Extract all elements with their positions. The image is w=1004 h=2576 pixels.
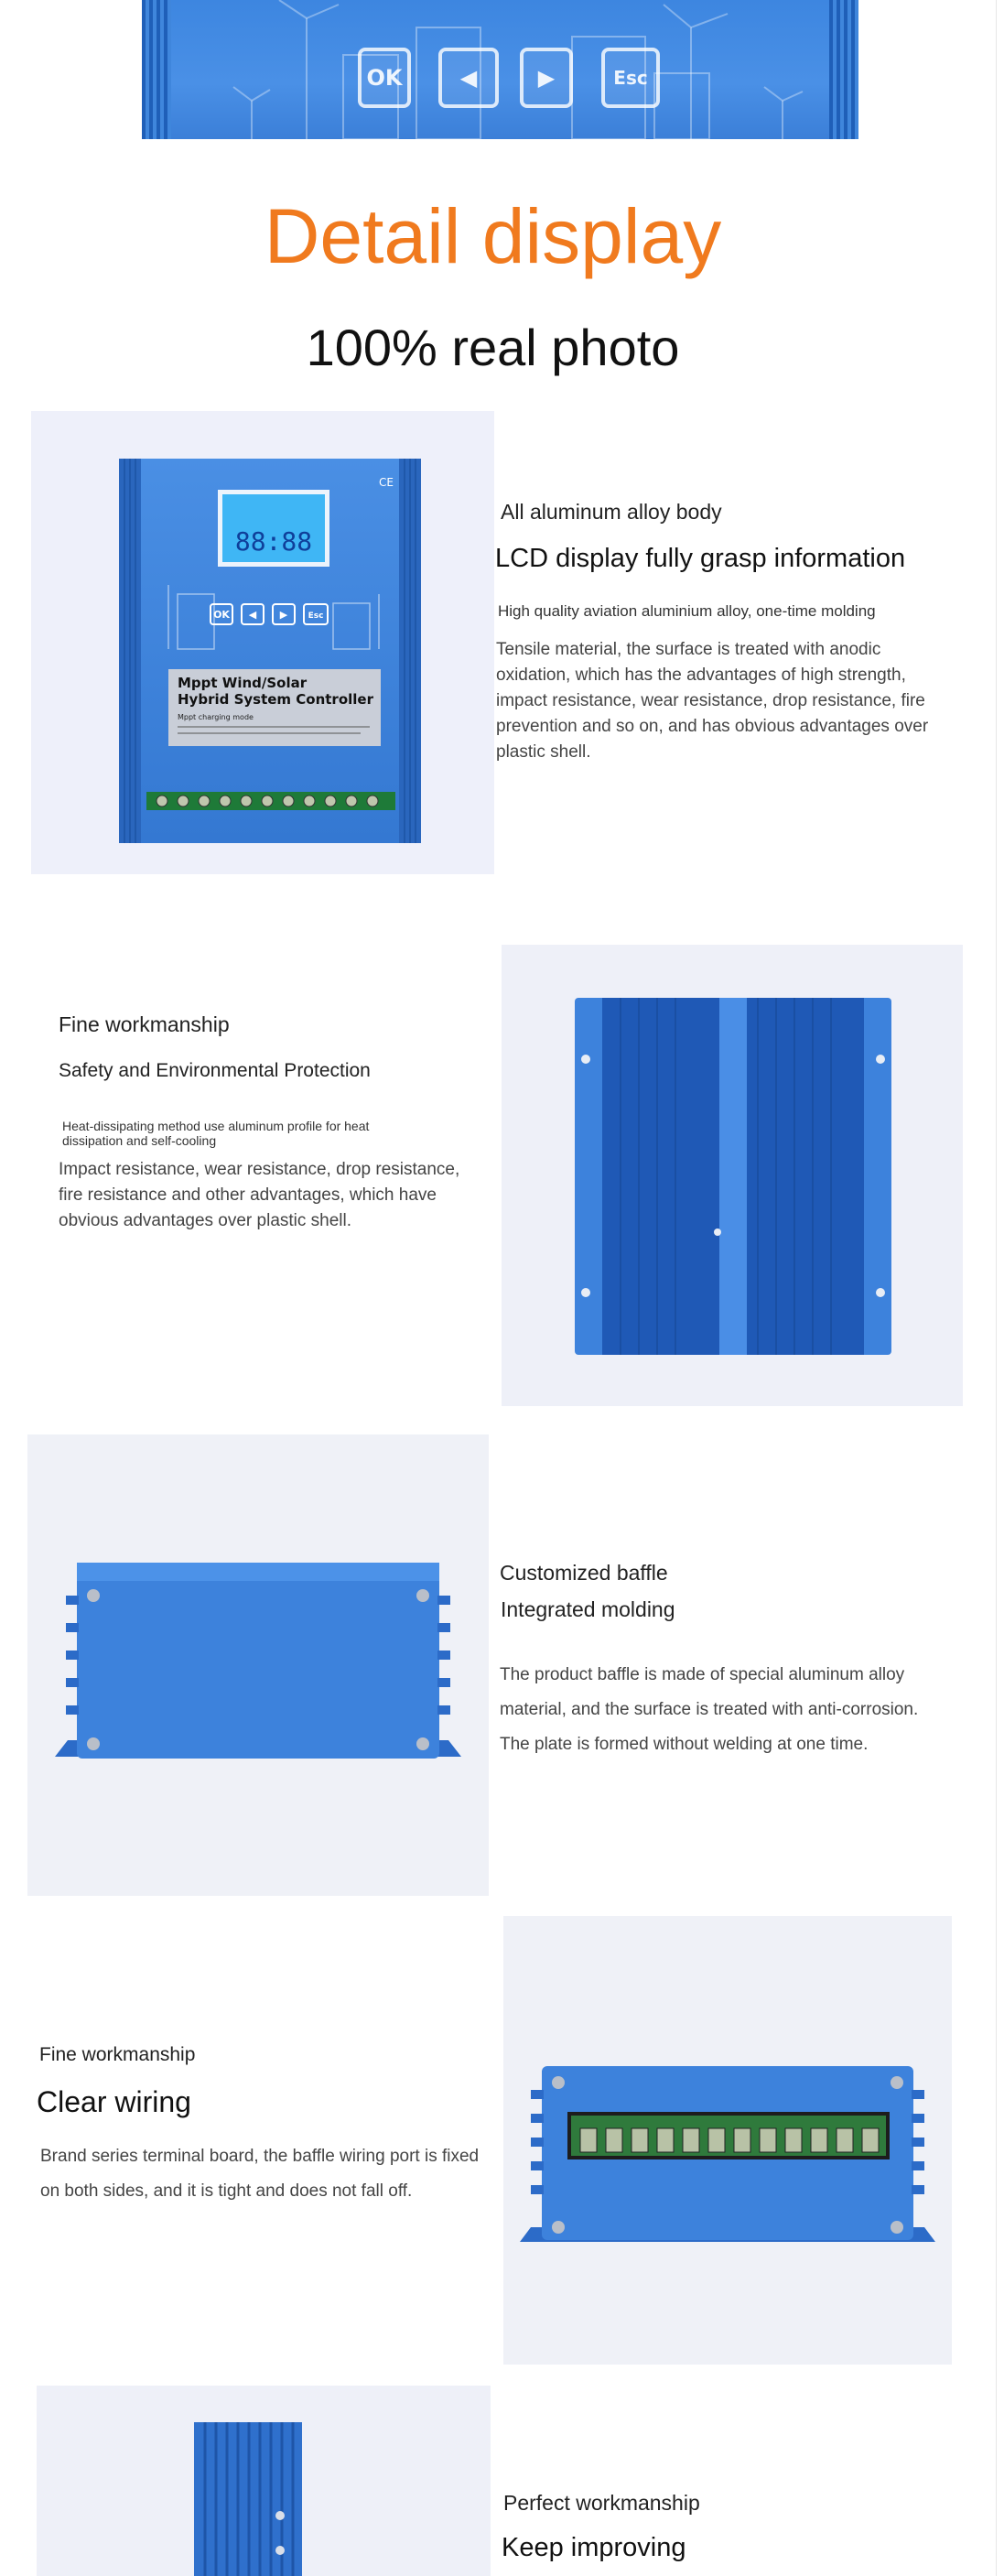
product-terminal-photo [503,1916,952,2365]
section4-body: Brand series terminal board, the baffle wiring port is fixed on both sides, and it is tight and does not fall off. [40,2147,480,2201]
product-terminal-drawing [503,1916,952,2365]
page-subtitle: 100% real photo [306,319,680,376]
section5-heading: Perfect workmanship [503,2491,700,2515]
product-back-photo [502,945,963,1406]
section2-body: Impact resistance, wear resistance, drop resistance, fire resistance and other advantages, which have obvious advantages over plastic shell. [59,1160,460,1230]
product-side-photo [27,1434,489,1896]
section3-heading: Customized baffle [500,1561,668,1585]
section4-subheading: Clear wiring [37,2085,191,2118]
lcd-digits: 88:88 [234,526,313,557]
section4-heading: Fine workmanship [39,2044,196,2065]
product-front-drawing [31,411,494,874]
section1-note: High quality aviation aluminium alloy, one-time molding [498,602,876,620]
section1-body: Tensile material, the surface is treated with anodic oxidation, which has the advantages of high strength, impact resistance, wear resistance, drop resistance, fire prevention and so on, and has obvious advantages over plastic shell. [496,640,929,762]
ce-mark: CE [379,476,394,489]
label-title-line2: Hybrid System Controller [178,691,373,708]
banner-esc-button: Esc [601,48,660,108]
section2-note: Heat-dissipating method use aluminum profile for heat dissipation and self-cooling [62,1119,370,1148]
product-side-drawing [27,1434,489,1896]
section3-body: The product baffle is made of special aluminum alloy material, and the surface is treated with anti-corrosion. The plate is formed without welding at one time. [500,1665,919,1754]
product-top-photo [37,2386,491,2576]
top-banner-image [142,0,858,139]
section2-subheading: Safety and Environmental Protection [59,1060,371,1081]
page-right-border [996,0,997,2576]
product-front-photo [31,411,494,874]
banner-line-art [142,0,858,139]
panel-right-button: ▶ [279,609,288,621]
section1-heading: All aluminum alloy body [501,500,722,524]
label-title-line1: Mppt Wind/Solar [178,675,308,691]
panel-esc-button: Esc [308,612,324,621]
product-back-drawing [502,945,963,1406]
product-top-drawing [37,2386,491,2576]
section3-subheading: Integrated molding [501,1597,675,1621]
section1-subheading: LCD display fully grasp information [495,544,906,573]
section2-heading: Fine workmanship [59,1012,230,1036]
section5-subheading: Keep improving [502,2533,686,2562]
panel-ok-button: OK [213,609,230,621]
panel-left-button: ◀ [248,609,257,621]
label-note: Mppt charging mode [178,713,254,721]
banner-ok-button: OK [358,48,411,108]
page-title: Detail display [264,193,722,279]
banner-right-button: ▶ [520,48,573,108]
banner-left-button: ◀ [438,48,499,108]
